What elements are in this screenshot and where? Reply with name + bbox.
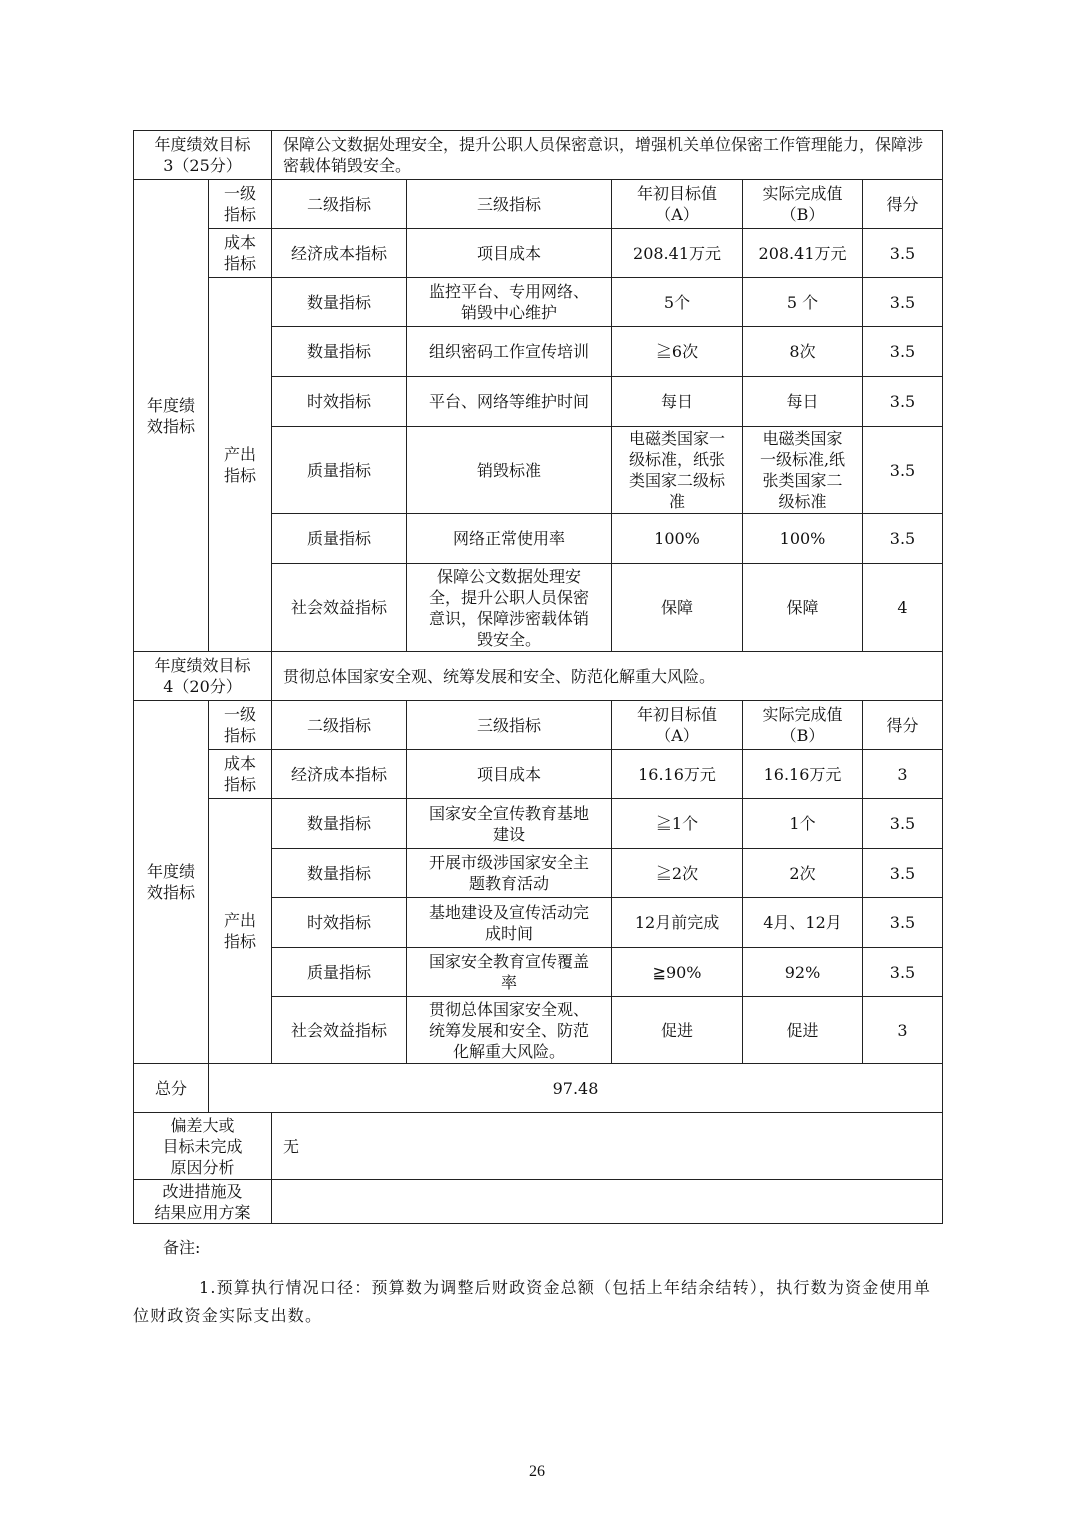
output-target: ≧90% xyxy=(612,948,743,997)
output-level2: 数量指标 xyxy=(272,849,407,898)
output-target: 保障 xyxy=(612,564,743,652)
header-cell: 二级指标 xyxy=(272,701,407,750)
output-score: 3 xyxy=(863,997,943,1064)
output-level3: 基地建设及宣传活动完 成时间 xyxy=(407,898,612,948)
output-level2: 数量指标 xyxy=(272,799,407,849)
output-score: 4 xyxy=(863,564,943,652)
output-target: ≧6次 xyxy=(612,327,743,377)
header-cell: 实际完成值 （B） xyxy=(743,701,863,750)
deviation-label: 偏差大或 目标未完成 原因分析 xyxy=(134,1113,272,1180)
table-row xyxy=(134,750,943,799)
cost-level1: 成本 指标 xyxy=(209,750,272,799)
output-target: ≧1个 xyxy=(612,799,743,849)
output-actual: 5 个 xyxy=(743,278,863,327)
cost-level3: 项目成本 xyxy=(407,229,612,278)
header-cell: 得分 xyxy=(863,701,943,750)
table-row xyxy=(134,652,943,701)
goal-label: 年度绩效目标 4（20分） xyxy=(134,652,272,701)
output-actual: 8次 xyxy=(743,327,863,377)
section-label: 年度绩 效指标 xyxy=(134,701,209,1064)
output-level3: 贯彻总体国家安全观、 统筹发展和安全、防范 化解重大风险。 xyxy=(407,997,612,1064)
cost-score: 3.5 xyxy=(863,229,943,278)
improvement-value xyxy=(272,1180,943,1224)
output-actual: 1个 xyxy=(743,799,863,849)
output-level2: 质量指标 xyxy=(272,427,407,514)
header-cell: 三级指标 xyxy=(407,701,612,750)
output-label: 产出 指标 xyxy=(209,278,272,652)
table-body xyxy=(134,131,943,1224)
output-actual: 每日 xyxy=(743,377,863,427)
output-level2: 质量指标 xyxy=(272,948,407,997)
cost-level3: 项目成本 xyxy=(407,750,612,799)
header-cell: 实际完成值 （B） xyxy=(743,180,863,229)
output-score: 3.5 xyxy=(863,514,943,564)
cost-level2: 经济成本指标 xyxy=(272,229,407,278)
output-level2: 社会效益指标 xyxy=(272,997,407,1064)
output-actual: 2次 xyxy=(743,849,863,898)
output-label: 产出 指标 xyxy=(209,799,272,1064)
header-cell: 年初目标值 （A） xyxy=(612,180,743,229)
cost-actual: 208.41万元 xyxy=(743,229,863,278)
output-level3: 销毁标准 xyxy=(407,427,612,514)
output-target: ≧2次 xyxy=(612,849,743,898)
output-level3: 平台、网络等维护时间 xyxy=(407,377,612,427)
output-score: 3.5 xyxy=(863,898,943,948)
header-cell: 三级指标 xyxy=(407,180,612,229)
output-score: 3.5 xyxy=(863,427,943,514)
output-target: 12月前完成 xyxy=(612,898,743,948)
output-level2: 社会效益指标 xyxy=(272,564,407,652)
section-label: 年度绩 效指标 xyxy=(134,180,209,652)
output-level2: 时效指标 xyxy=(272,898,407,948)
total-label: 总分 xyxy=(134,1064,209,1113)
output-level3: 监控平台、专用网络、 销毁中心维护 xyxy=(407,278,612,327)
output-actual: 电磁类国家 一级标准,纸 张类国家二 级标准 xyxy=(743,427,863,514)
table-row xyxy=(134,1113,943,1180)
output-level3: 国家安全教育宣传覆盖 率 xyxy=(407,948,612,997)
output-score: 3.5 xyxy=(863,327,943,377)
cost-level1: 成本 指标 xyxy=(209,229,272,278)
notes-label: 备注: xyxy=(163,1238,201,1257)
improvement-label: 改进措施及 结果应用方案 xyxy=(134,1180,272,1224)
output-level3: 网络正常使用率 xyxy=(407,514,612,564)
table-row xyxy=(134,799,943,849)
table-row xyxy=(134,1064,943,1113)
table-row xyxy=(134,701,943,750)
output-level2: 数量指标 xyxy=(272,327,407,377)
table-row xyxy=(134,278,943,327)
output-level2: 质量指标 xyxy=(272,514,407,564)
cost-level2: 经济成本指标 xyxy=(272,750,407,799)
table-row xyxy=(134,131,943,180)
header-cell: 二级指标 xyxy=(272,180,407,229)
output-level3: 组织密码工作宣传培训 xyxy=(407,327,612,377)
output-score: 3.5 xyxy=(863,799,943,849)
output-level2: 数量指标 xyxy=(272,278,407,327)
table-row xyxy=(134,180,943,229)
notes xyxy=(133,1236,933,1330)
cost-target: 208.41万元 xyxy=(612,229,743,278)
table-row xyxy=(134,229,943,278)
goal-label: 年度绩效目标 3（25分） xyxy=(134,131,272,180)
output-target: 每日 xyxy=(612,377,743,427)
output-score: 3.5 xyxy=(863,377,943,427)
deviation-value: 无 xyxy=(272,1113,943,1180)
header-cell: 年初目标值 （A） xyxy=(612,701,743,750)
header-cell: 一级 指标 xyxy=(209,701,272,750)
cost-target: 16.16万元 xyxy=(612,750,743,799)
cost-score: 3 xyxy=(863,750,943,799)
output-actual: 4月、12月 xyxy=(743,898,863,948)
output-actual: 92% xyxy=(743,948,863,997)
output-actual: 保障 xyxy=(743,564,863,652)
output-level3: 保障公文数据处理安 全，提升公职人员保密 意识，保障涉密载体销 毁安全。 xyxy=(407,564,612,652)
goal-text: 贯彻总体国家安全观、统筹发展和安全、防范化解重大风险。 xyxy=(272,652,943,701)
total-value: 97.48 xyxy=(209,1064,943,1113)
notes-item-1: 1.预算执行情况口径：预算数为调整后财政资金总额（包括上年结余结转），执行数为资金使用单位财政资金实际支出数。 xyxy=(133,1278,932,1325)
header-cell: 得分 xyxy=(863,180,943,229)
cost-actual: 16.16万元 xyxy=(743,750,863,799)
output-level3: 国家安全宣传教育基地 建设 xyxy=(407,799,612,849)
output-score: 3.5 xyxy=(863,849,943,898)
output-score: 3.5 xyxy=(863,278,943,327)
output-target: 促进 xyxy=(612,997,743,1064)
table-row xyxy=(134,1180,943,1224)
output-target: 电磁类国家一 级标准，纸张 类国家二级标 准 xyxy=(612,427,743,514)
output-level2: 时效指标 xyxy=(272,377,407,427)
output-target: 100% xyxy=(612,514,743,564)
performance-table xyxy=(133,130,943,1224)
output-score: 3.5 xyxy=(863,948,943,997)
output-target: 5个 xyxy=(612,278,743,327)
output-actual: 促进 xyxy=(743,997,863,1064)
header-cell: 一级 指标 xyxy=(209,180,272,229)
goal-text: 保障公文数据处理安全，提升公职人员保密意识，增强机关单位保密工作管理能力，保障涉密载体销毁安全。 xyxy=(272,131,943,180)
page-number: 26 xyxy=(529,1463,545,1480)
output-actual: 100% xyxy=(743,514,863,564)
output-level3: 开展市级涉国家安全主 题教育活动 xyxy=(407,849,612,898)
